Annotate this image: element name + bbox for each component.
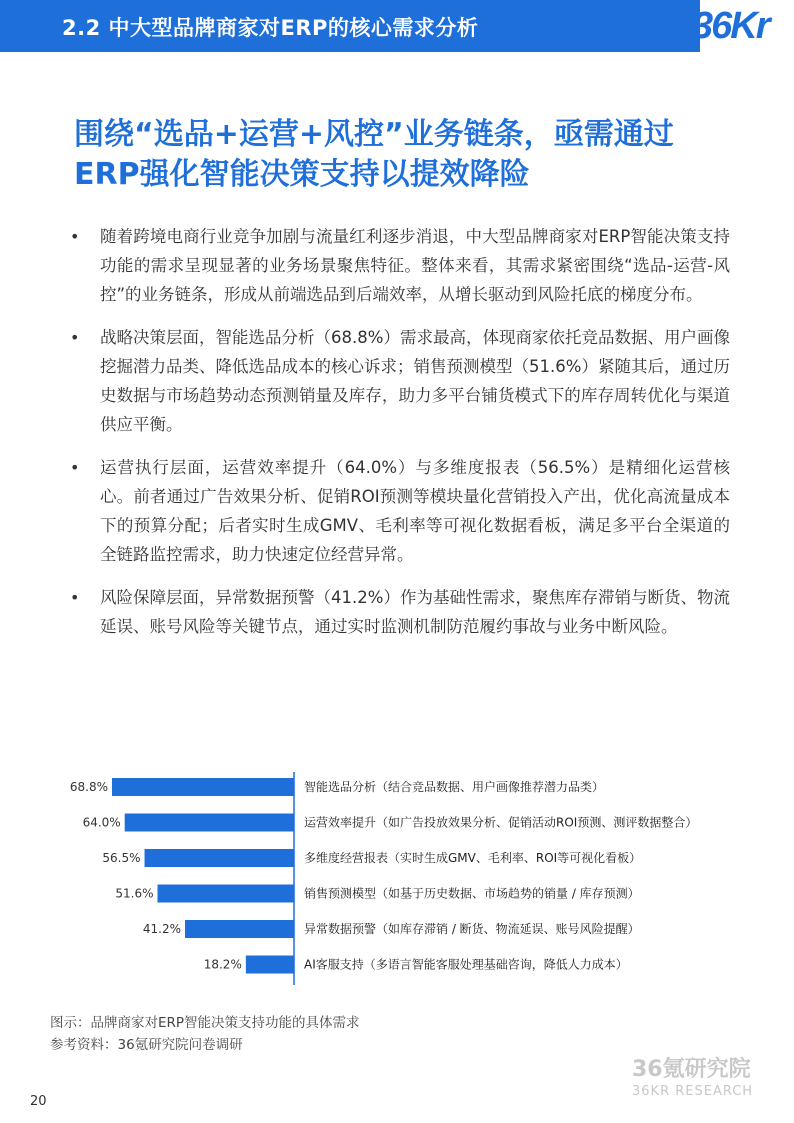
bullet-text: 战略决策层面，智能选品分析（68.8%）需求最高，体现商家依托竞品数据、用户画像挖掘潜力品类、降低选品成本的核心诉求；销售预测模型（51.6%）紧随其后，通过历史数据与市场趋势动态预测销量及库存，助力多平台铺货模式下的库存周转优化与渠道供应平衡。 (100, 328, 730, 434)
bar-category-label: AI客服支持（多语言智能客服处理基础咨询，降低人力成本） (304, 957, 628, 972)
demand-bar-chart (0, 770, 794, 990)
chart-bar (145, 849, 294, 867)
bullet-item (70, 222, 730, 309)
bar-value-label: 68.8% (69, 780, 108, 794)
bullet-text: 随着跨境电商行业竞争加剧与流量红利逐步消退，中大型品牌商家对ERP智能决策支持功能的需求呈现显著的业务场景聚焦特征。整体来看，其需求紧密围绕“选品-运营-风控”的业务链条，形成从前端选品到后端效率，从增长驱动到风险托底的梯度分布。 (100, 227, 730, 304)
section-title: 2.2 中大型品牌商家对ERP的核心需求分析 (62, 16, 479, 40)
page-headline (74, 115, 754, 195)
headline-line-1: 围绕“选品+运营+风控”业务链条，亟需通过 (74, 117, 674, 152)
bullet-text: 运营执行层面，运营效率提升（64.0%）与多维度报表（56.5%）是精细化运营核心。前者通过广告效果分析、促销ROI预测等模块量化营销投入产出，优化高流量成本下的预算分配；后者实时生成GMV、毛利率等可视化数据看板，满足多平台全渠道的全链路监控需求，助力快速定位经营异常。 (100, 458, 730, 564)
bar-value-label: 64.0% (82, 815, 121, 830)
watermark-sub: 36KR RESEARCH (632, 1084, 754, 1099)
brand-logo: 36Kr (692, 5, 769, 47)
bullet-dot-icon: • (70, 328, 80, 347)
bar-value-label: 41.2% (142, 922, 182, 936)
bullet-dot-icon: • (70, 458, 80, 477)
bar-category-label: 运营效率提升（如广告投放效果分析、促销活动ROI预测、测评数据整合） (304, 815, 698, 830)
page-number: 20 (30, 1094, 47, 1109)
chart-bar (158, 885, 295, 903)
bullet-list (70, 222, 730, 655)
bullet-dot-icon: • (70, 227, 80, 246)
chart-bar (246, 956, 294, 974)
bar-category-label: 智能选品分析（结合竞品数据、用户画像推荐潜力品类） (304, 780, 605, 794)
chart-bar (185, 920, 294, 938)
caption-source: 参考资料：36氪研究院问卷调研 (50, 1037, 243, 1053)
caption-figure: 图示：品牌商家对ERP智能决策支持功能的具体需求 (50, 1015, 360, 1031)
research-watermark (632, 1056, 782, 1100)
bar-category-label: 多维度经营报表（实时生成GMV、毛利率、ROI等可视化看板） (304, 851, 642, 865)
bar-value-label: 56.5% (102, 851, 141, 865)
bar-category-label: 销售预测模型（如基于历史数据、市场趋势的销量 / 库存预测） (304, 886, 640, 901)
bullet-item (70, 323, 730, 439)
bullet-dot-icon: • (70, 588, 80, 607)
bar-value-label: 18.2% (203, 957, 242, 972)
bullet-item (70, 453, 730, 569)
figure-caption (50, 1012, 360, 1056)
watermark-main: 36氪研究院 (632, 1057, 751, 1082)
chart-bar (112, 778, 294, 796)
chart-bar (125, 814, 294, 832)
bar-category-label: 异常数据预警（如库存滞销 / 断货、物流延误、账号风险提醒） (304, 922, 640, 936)
bar-value-label: 51.6% (115, 886, 154, 901)
bullet-item (70, 583, 730, 641)
bullet-text: 风险保障层面，异常数据预警（41.2%）作为基础性需求，聚焦库存滞销与断货、物流延误、账号风险等关键节点，通过实时监测机制防范履约事故与业务中断风险。 (100, 588, 730, 636)
headline-line-2: ERP强化智能决策支持以提效降险 (74, 157, 530, 192)
